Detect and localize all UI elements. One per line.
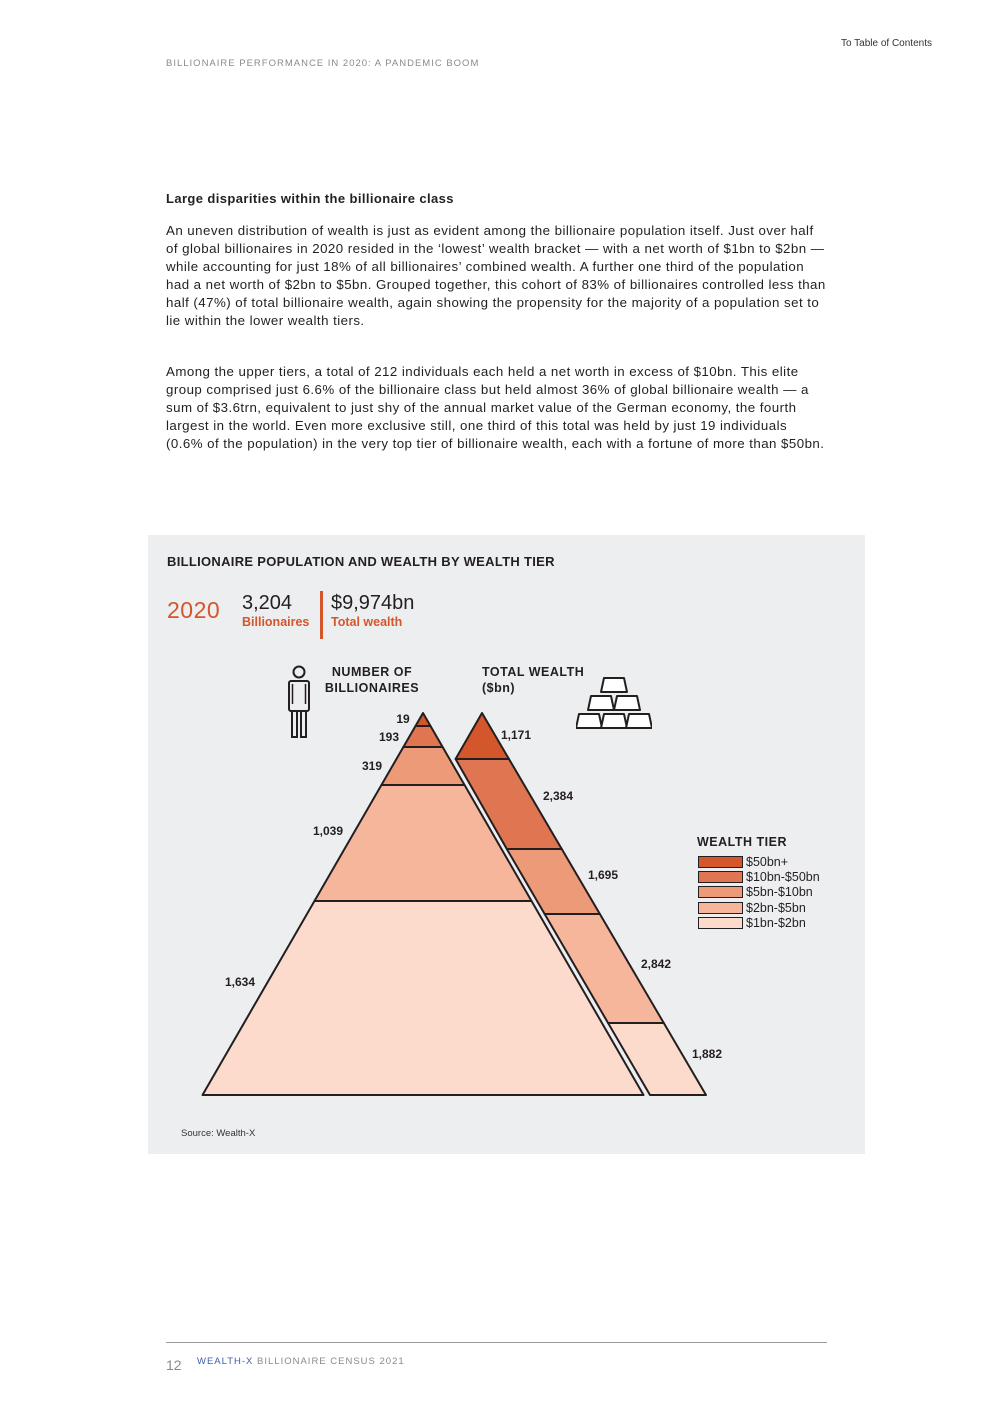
chart-year: 2020 — [167, 597, 221, 623]
legend-label: $50bn+ — [746, 854, 789, 869]
paragraph-1: An uneven distribution of wealth is just as evident among the billionaire population itself. Just over half of global billionaires in 2020 resided in the ‘lowest’ wealth bracket — with a net worth of $1bn to $2bn — while accounting for just 18% of all billionaires’ combined wealth. A further one third of the population had a net worth of $2bn to $5bn. Grouped together, this cohort of 83% of billionaires controlled less than half (47%) of total billionaire wealth, again showing the propensity for the majority of a population set to lie within the lower wealth tiers. — [166, 223, 826, 328]
population-band — [415, 713, 430, 726]
population-band — [381, 747, 464, 785]
paragraph-2: Among the upper tiers, a total of 212 individuals each held a net worth in excess of $10bn. This elite group comprised just 6.6% of the billionaire class but held almost 36% of global billionaire wealth — a sum of $3.6trn, equivalent to just shy of the annual market value of the German economy, the fourth largest in the world. Even more exclusive still, one third of this total was held by just 19 individuals (0.6% of the population) in the very top tier of billionaire wealth, each with a fortune of more than $50bn. — [166, 364, 825, 451]
footer-publication-title: BILLIONAIRE CENSUS 2021 — [253, 1356, 405, 1367]
table-of-contents-link[interactable]: To Table of Contents — [841, 38, 932, 49]
footer-publication — [197, 1356, 405, 1367]
legend-label: $5bn-$10bn — [746, 884, 813, 899]
wealth-label: 2,842 — [640, 957, 672, 971]
population-label: 1,039 — [312, 824, 344, 838]
population-heading-line2: BILLIONAIRES — [324, 681, 420, 695]
legend-label: $10bn-$50bn — [746, 869, 820, 884]
legend-swatch — [698, 902, 743, 914]
legend-title: WEALTH TIER — [697, 835, 787, 849]
legend-swatch — [698, 917, 743, 929]
wealth-heading-line1: TOTAL WEALTH — [482, 665, 585, 679]
chart-title: BILLIONAIRE POPULATION AND WEALTH BY WEALTH TIER — [167, 554, 555, 569]
population-label: 19 — [396, 712, 410, 726]
legend-item-50bn-plus — [698, 854, 788, 869]
wealth-label: 1,882 — [691, 1047, 723, 1061]
legend-item-5bn-10bn — [698, 884, 813, 899]
footer-rule — [166, 1342, 827, 1343]
population-band — [403, 726, 442, 747]
legend-label: $2bn-$5bn — [746, 900, 806, 915]
total-billionaires-label: Billionaires — [242, 615, 310, 629]
chart-source: Source: Wealth-X — [181, 1128, 256, 1139]
section-heading: Large disparities within the billionaire class — [166, 191, 454, 206]
legend-item-10bn-50bn — [698, 869, 820, 884]
running-title: BILLIONAIRE PERFORMANCE IN 2020: A PANDEMIC BOOM — [166, 58, 480, 69]
legend-item-1bn-2bn — [698, 915, 806, 930]
wealth-label: 1,171 — [500, 728, 532, 742]
legend-swatch — [698, 871, 743, 883]
wealth-label: 2,384 — [542, 789, 574, 803]
legend-swatch — [698, 886, 743, 898]
total-billionaires-value: 3,204 — [242, 592, 293, 614]
population-label: 193 — [378, 730, 400, 744]
population-label: 1,634 — [224, 975, 256, 989]
total-wealth-label: Total wealth — [331, 615, 403, 629]
footer-brand: WEALTH-X — [197, 1356, 254, 1367]
total-wealth-value: $9,974bn — [331, 592, 415, 614]
wealth-label: 1,695 — [587, 868, 619, 882]
population-label: 319 — [361, 759, 383, 773]
legend-swatch — [698, 856, 743, 868]
legend-label: $1bn-$2bn — [746, 915, 806, 930]
legend-item-2bn-5bn — [698, 900, 806, 915]
wealth-heading-line2: ($bn) — [482, 681, 516, 695]
page-number: 12 — [166, 1357, 182, 1373]
population-heading-line1: NUMBER OF — [331, 665, 413, 679]
